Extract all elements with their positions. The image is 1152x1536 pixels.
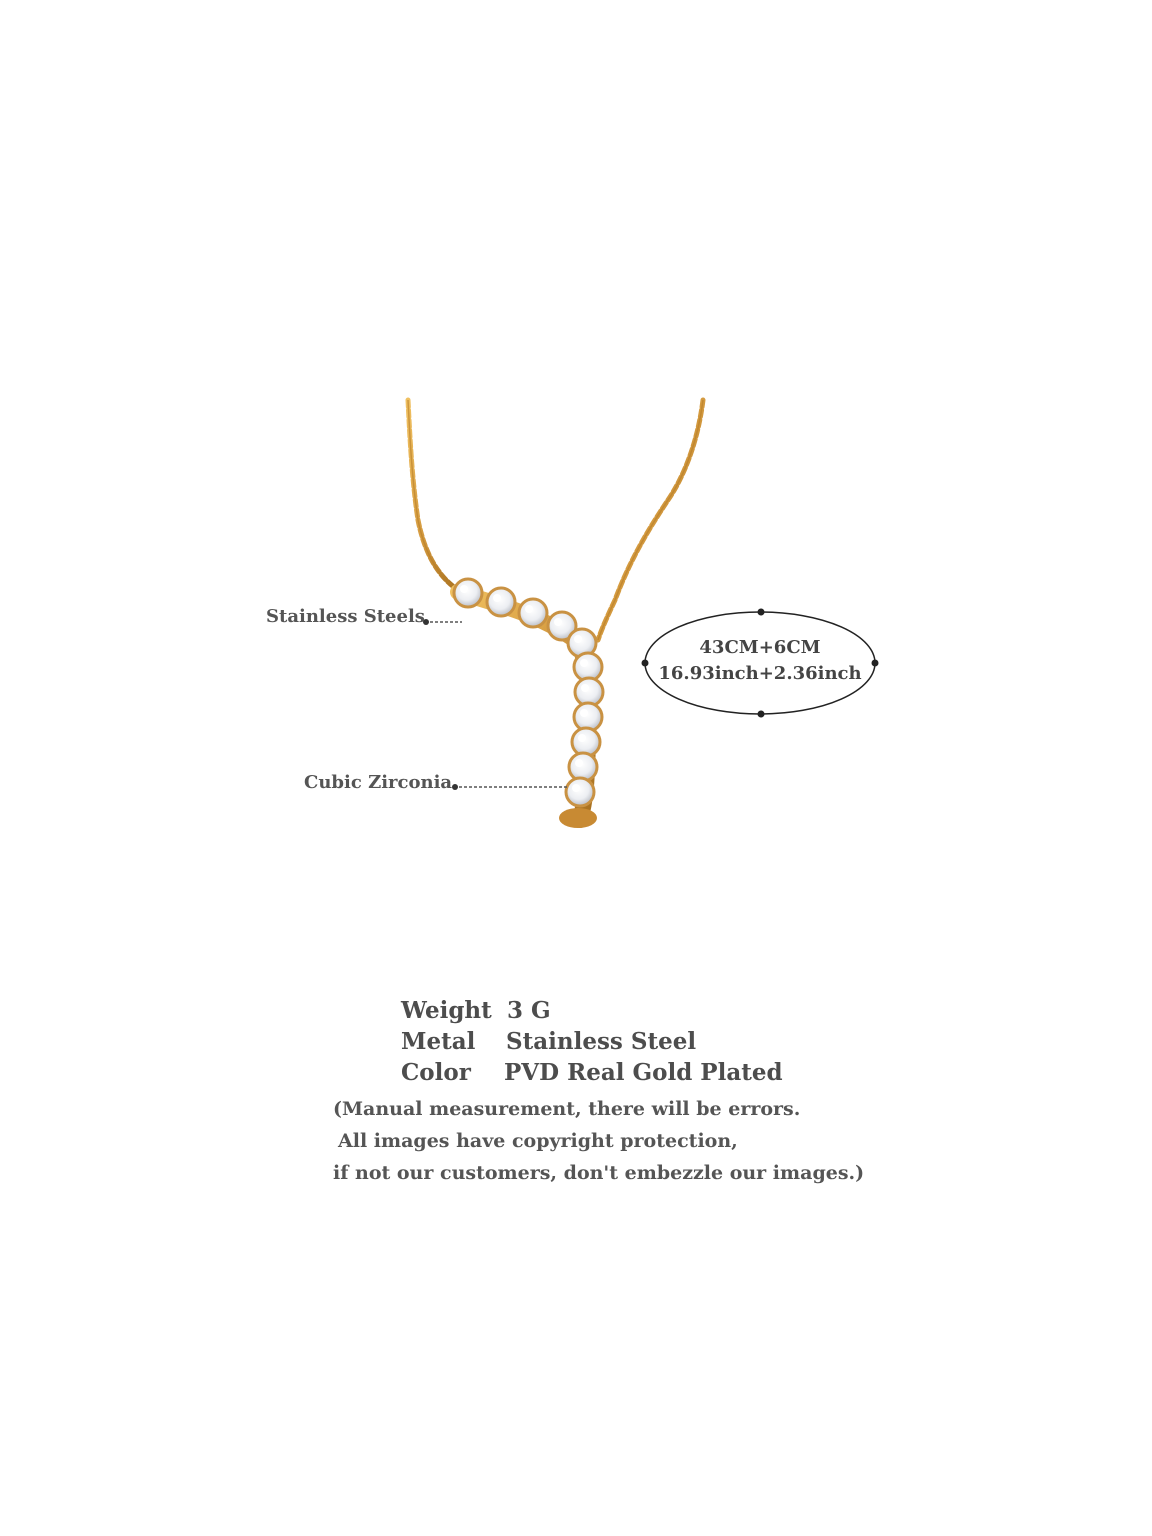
- spec-color-row: [401, 1059, 783, 1086]
- spec-metal-value: Stainless Steel: [506, 1028, 697, 1055]
- size-inch: 16.93inch+2.36inch: [658, 663, 862, 684]
- note-line-2: All images have copyright protection,: [338, 1130, 738, 1152]
- callout-stainless-steels: Stainless Steels: [266, 606, 425, 627]
- size-cm: 43CM+6CM: [699, 637, 821, 658]
- spec-color-label: Color: [401, 1059, 471, 1086]
- bar-end: [559, 808, 597, 828]
- gem: [519, 599, 547, 627]
- spec-weight-value: 3 G: [507, 997, 551, 1024]
- callout-dot-zirconia: [452, 784, 458, 790]
- gem: [454, 579, 482, 607]
- gem-row: [454, 579, 603, 806]
- spec-metal-row: [401, 1028, 697, 1055]
- spec-color-value: PVD Real Gold Plated: [504, 1059, 783, 1086]
- note-line-1: (Manual measurement, there will be errors.: [333, 1098, 801, 1120]
- note-line-3: if not our customers, don't embezzle our images.): [333, 1162, 865, 1184]
- gem: [566, 778, 594, 806]
- callout-cubic-zirconia: Cubic Zirconia: [304, 772, 453, 793]
- spec-weight-row: [401, 997, 551, 1024]
- gem: [487, 588, 515, 616]
- spec-weight-label: Weight: [401, 997, 492, 1024]
- spec-metal-label: Metal: [401, 1028, 476, 1055]
